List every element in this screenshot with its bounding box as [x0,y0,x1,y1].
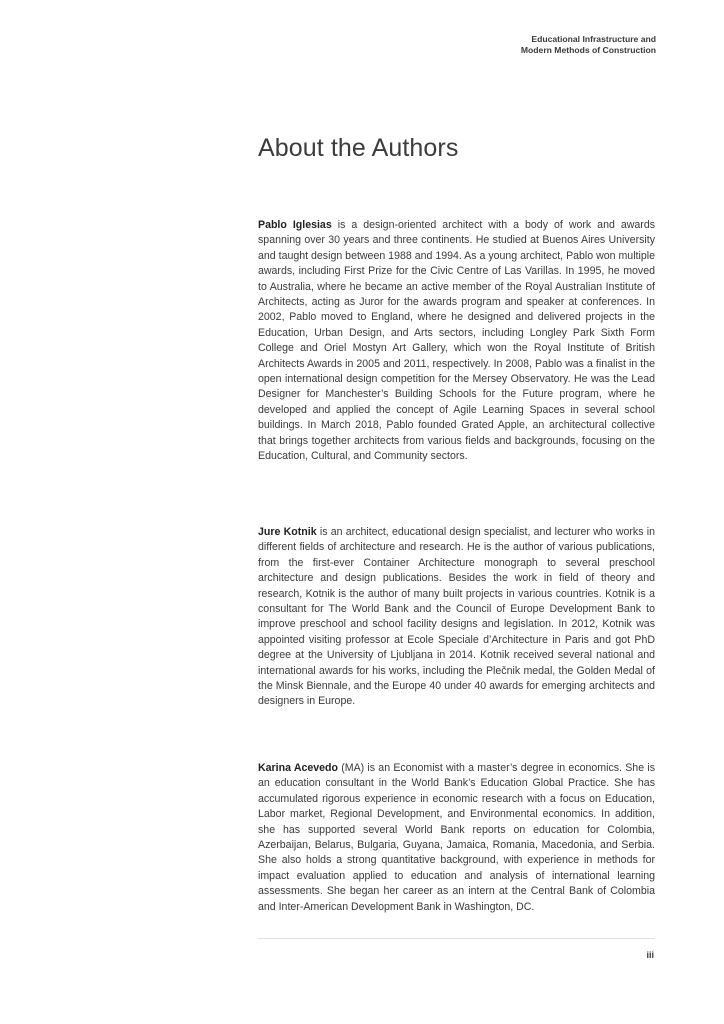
author-bio-karina-acevedo [258,761,655,915]
footer-divider [258,938,655,939]
author-bio-text: is an architect, educational design specialist, and lecturer who works in different fields of architecture and research. He is the author of various publications, from the first-ever Container Architecture monograph to several preschool architecture and design publications. Besides the work in field of theory and research, Kotnik is the author of many built projects in various countries. Kotnik is a consultant for The World Bank and the Council of Europe Development Bank to improve preschool and school facility designs and legislation. In 2012, Kotnik was appointed visiting professor at Ecole Speciale d’Architecture in Paris and got PhD degree at the University of Ljubljana in 2014. Kotnik received several national and international awards for his works, including the Plečnik medal, the Golden Medal of the Minsk Biennale, and the Europe 40 under 40 awards for emerging architects and designers in Europe. [258,526,655,708]
running-header [521,34,656,56]
author-name: Karina Acevedo [258,762,338,774]
page-number: iii [646,950,654,960]
running-header-line-1: Educational Infrastructure and [531,34,656,44]
author-name: Pablo Iglesias [258,219,332,231]
author-bio-pablo-iglesias [258,218,655,465]
author-name: Jure Kotnik [258,526,317,538]
author-bio-jure-kotnik [258,525,655,710]
author-bio-text: (MA) is an Economist with a master’s degree in economics. She is an education consultant in the World Bank’s Education Global Practice. She has accumulated rigorous experience in economic research with a focus on Education, Labor market, Regional Development, and Environmental economics. In addition, she has supported several World Bank reports on education for Colombia, Azerbaijan, Belarus, Bulgaria, Guyana, Jamaica, Romania, Macedonia, and Serbia. She also holds a strong quantitative background, with experience in methods for impact evaluation applied to education and analysis of international learning assessments. She began her career as an intern at the Central Bank of Colombia and Inter-American Development Bank in Washington, DC. [258,762,655,913]
page-title: About the Authors [258,134,459,162]
running-header-line-2: Modern Methods of Construction [520,45,656,55]
author-bio-text: is a design-oriented architect with a body of work and awards spanning over 30 years and three continents. He studied at Buenos Aires University and taught design between 1988 and 1994. As a young architect, Pablo won multiple awards, including First Prize for the Civic Centre of Las Varillas. In 1995, he moved to Australia, where he became an active member of the Royal Australian Institute of Architects, acting as Juror for the awards program and speaker at conferences. In 2002, Pablo moved to England, where he designed and delivered projects in the Education, Urban Design, and Arts sectors, including Longley Park Sixth Form College and Oriel Mostyn Art Gallery, which won the Royal Institute of British Architects Awards in 2005 and 2011, respectively. In 2008, Pablo was a finalist in the open international design competition for the Mersey Observatory. He was the Lead Designer for Manchester’s Building Schools for the Future program, where he developed and applied the concept of Agile Learning Spaces in several school buildings. In March 2018, Pablo founded Grated Apple, an architectural collective that brings together architects from various fields and backgrounds, focusing on the Education, Cultural, and Community sectors. [258,219,656,463]
